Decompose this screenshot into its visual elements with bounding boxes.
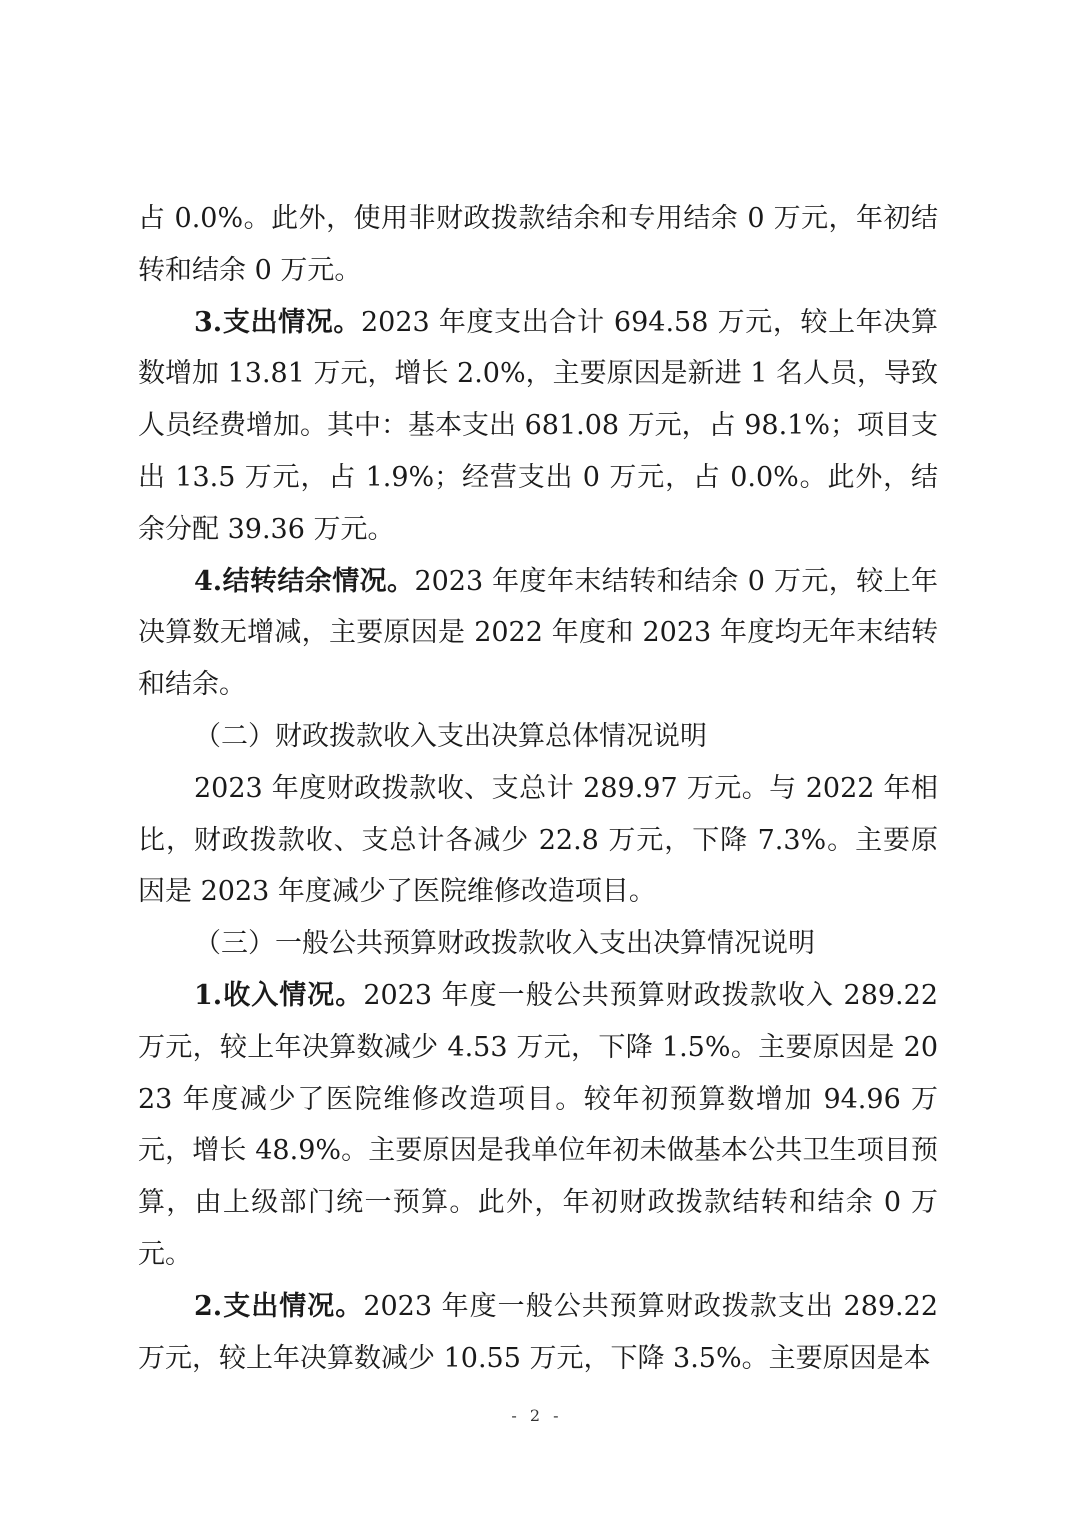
general-income-text: 2023 年度一般公共预算财政拨款收入 289.22 万元，较上年决算数减少 4.53 万元，下降 1.5%。主要原因是 2023 年度减少了医院维修改造项目。较年初预算数增加 94.96 万元，增长 48.9%。主要原因是我单位年初未做基本公共卫生项目预算，由上级部门统一预算。此外，年初财政拨款结转和结余 0 万元。	[138, 979, 938, 1270]
general-budget-section-heading: （三）一般公共预算财政拨款收入支出决算情况说明	[194, 928, 815, 960]
fiscal-section-heading: （二）财政拨款收入支出决算总体情况说明	[194, 720, 707, 752]
general-expense-paragraph	[138, 1281, 938, 1385]
expenditure-heading: 3.支出情况。	[194, 306, 361, 338]
general-income-heading: 1.收入情况。	[194, 979, 364, 1011]
fiscal-paragraph: 2023 年度财政拨款收、支总计 289.97 万元。与 2022 年相比，财政拨款收、支总计各减少 22.8 万元，下降 7.3%。主要原因是 2023 年度减少了医院维修改造项目。	[138, 772, 938, 908]
document-body	[138, 193, 938, 1384]
balance-text: 2023 年度年末结转和结余 0 万元，较上年决算数无增减，主要原因是 2022 年度和 2023 年度均无年末结转和结余。	[138, 565, 939, 701]
general-expense-heading: 2.支出情况。	[194, 1290, 364, 1322]
continuation-paragraph: 占 0.0%。此外，使用非财政拨款结余和专用结余 0 万元，年初结转和结余 0 万元。	[138, 203, 938, 286]
balance-heading: 4.结转结余情况。	[194, 565, 415, 597]
general-income-paragraph	[138, 970, 938, 1281]
expenditure-paragraph	[138, 297, 938, 556]
page-number: - 2 -	[511, 1406, 563, 1425]
expenditure-text: 2023 年度支出合计 694.58 万元，较上年决算数增加 13.81 万元，增长 2.0%，主要原因是新进 1 名人员，导致人员经费增加。其中：基本支出 681.08 万元，占 98.1%；项目支出 13.5 万元，占 1.9%；经营支出 0 万元，占 0.0%。此外，结余分配 39.36 万元。	[138, 306, 939, 545]
balance-paragraph	[138, 556, 938, 711]
general-expense-text: 2023 年度一般公共预算财政拨款支出 289.22 万元，较上年决算数减少 10.55 万元，下降 3.5%。主要原因是本	[138, 1290, 938, 1374]
